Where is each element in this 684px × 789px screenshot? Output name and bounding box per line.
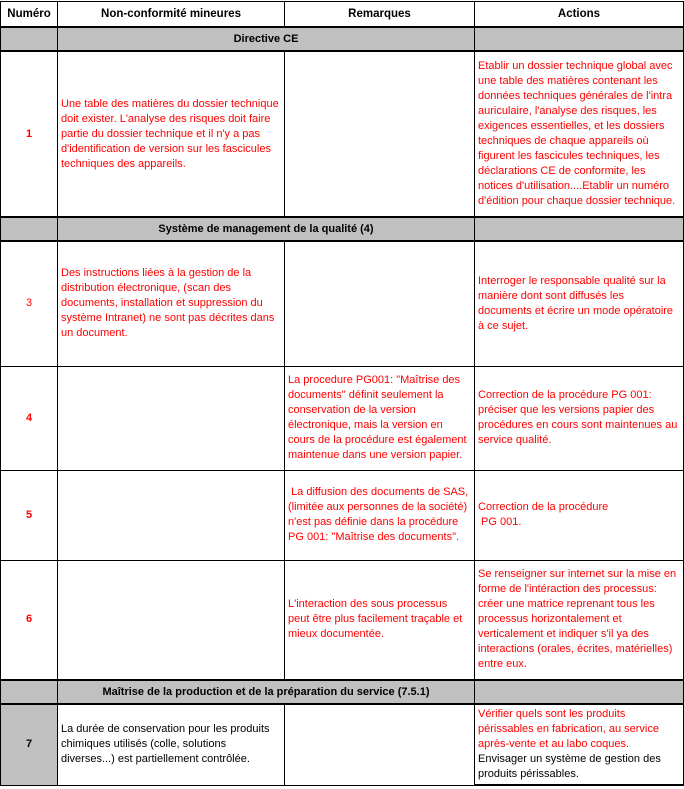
row-remarks [285,704,475,785]
section-empty-cell [475,27,684,51]
table-row [1,560,684,680]
header-remarques: Remarques [285,2,475,28]
header-row [1,2,684,28]
row-actions [475,470,684,560]
header-numero: Numéro [1,2,58,28]
section-empty-cell [475,217,684,241]
row-number: 4 [1,366,58,470]
row-nonconformity: Des instructions liées à la gestion de la distribution électronique, (scan des documents, installation et suppression du système Intranet) ne sont pas décrites dans un document. [58,241,285,366]
nonconformity-table [0,1,684,786]
section-empty-cell [1,27,58,51]
section-empty-cell [1,680,58,704]
row-actions: Se renseigner sur internet sur la mise en forme de l'intéraction des processus: créer une matrice reprenant tous les processus horizontalement et verticalement et indiquer s'il ya des interactions (orales, écrites, matérielles) entre eux. [475,560,684,680]
table-row [1,51,684,217]
section-empty-cell [475,680,684,704]
row-actions: Correction de la procédure PG 001: préciser que les versions papier des procédures en cours sont maintenues au service qualité. [475,366,684,470]
section-empty-cell [1,217,58,241]
section-title: Maîtrise de la production et de la préparation du service (7.5.1) [58,680,475,704]
row-nonconformity [58,366,285,470]
row-remarks: L'interaction des sous processus peut être plus facilement traçable et mieux documentée. [285,560,475,680]
row-number: 6 [1,560,58,680]
row-actions-line: PG 001. [478,516,522,528]
row-nonconformity [58,470,285,560]
section-row [1,27,684,51]
row-actions: Etablir un dossier technique global avec une table des matières contenant les données techniques générales de l'intra auriculaire, l'analyse des risques, les exigences essentielles, et les dossiers techniques de chaque appareils où figurent les fascicules techniques, les déclarations CE de conformite, les notices d'utilisation....Etablir un numéro d'édition pour chaque dossier technique. [475,51,684,217]
row-nonconformity [58,560,285,680]
section-title: Directive CE [58,27,475,51]
row-nonconformity: La durée de conservation pour les produits chimiques utilisés (colle, solutions diverses...) est partiellement contrôlée. [58,704,285,785]
row-remarks: La procedure PG001: "Maîtrise des documents" définit seulement la conservation de la version électronique, mais la version en cours de la procédure est également maintenue dans une version papier. [285,366,475,470]
row-actions-line: Correction de la procédure [478,501,609,513]
row-nonconformity: Une table des matières du dossier technique doit exister. L'analyse des risques doit faire partie du dossier technique et il n'y a pas d'identification de version sur les fascicules techniques des appareils. [58,51,285,217]
row-remarks [285,51,475,217]
table-row [1,241,684,366]
row-number: 5 [1,470,58,560]
header-actions: Actions [475,2,684,28]
row-number: 3 [1,241,58,366]
section-row [1,217,684,241]
table-row [1,704,684,785]
row-actions-red-text: Vérifier quels sont les produits périssables en fabrication, au service après-vente et au labo coques. [478,708,659,750]
section-row [1,680,684,704]
header-non-conformite: Non-conformité mineures [58,2,285,28]
row-actions-black-text: Envisager un système de gestion des produits périssables. [478,753,661,780]
row-remarks: La diffusion des documents de SAS, (limitée aux personnes de la société) n'est pas définie dans la procédure PG 001: "Maîtrise des documents". [285,470,475,560]
row-number: 1 [1,51,58,217]
row-actions: Interroger le responsable qualité sur la manière dont sont diffusés les documents et écrire un mode opératoire à ce sujet. [475,241,684,366]
section-title: Système de management de la qualité (4) [58,217,475,241]
row-number: 7 [1,704,58,785]
row-actions [475,704,684,785]
table-row [1,470,684,560]
table-row [1,366,684,470]
row-remarks [285,241,475,366]
